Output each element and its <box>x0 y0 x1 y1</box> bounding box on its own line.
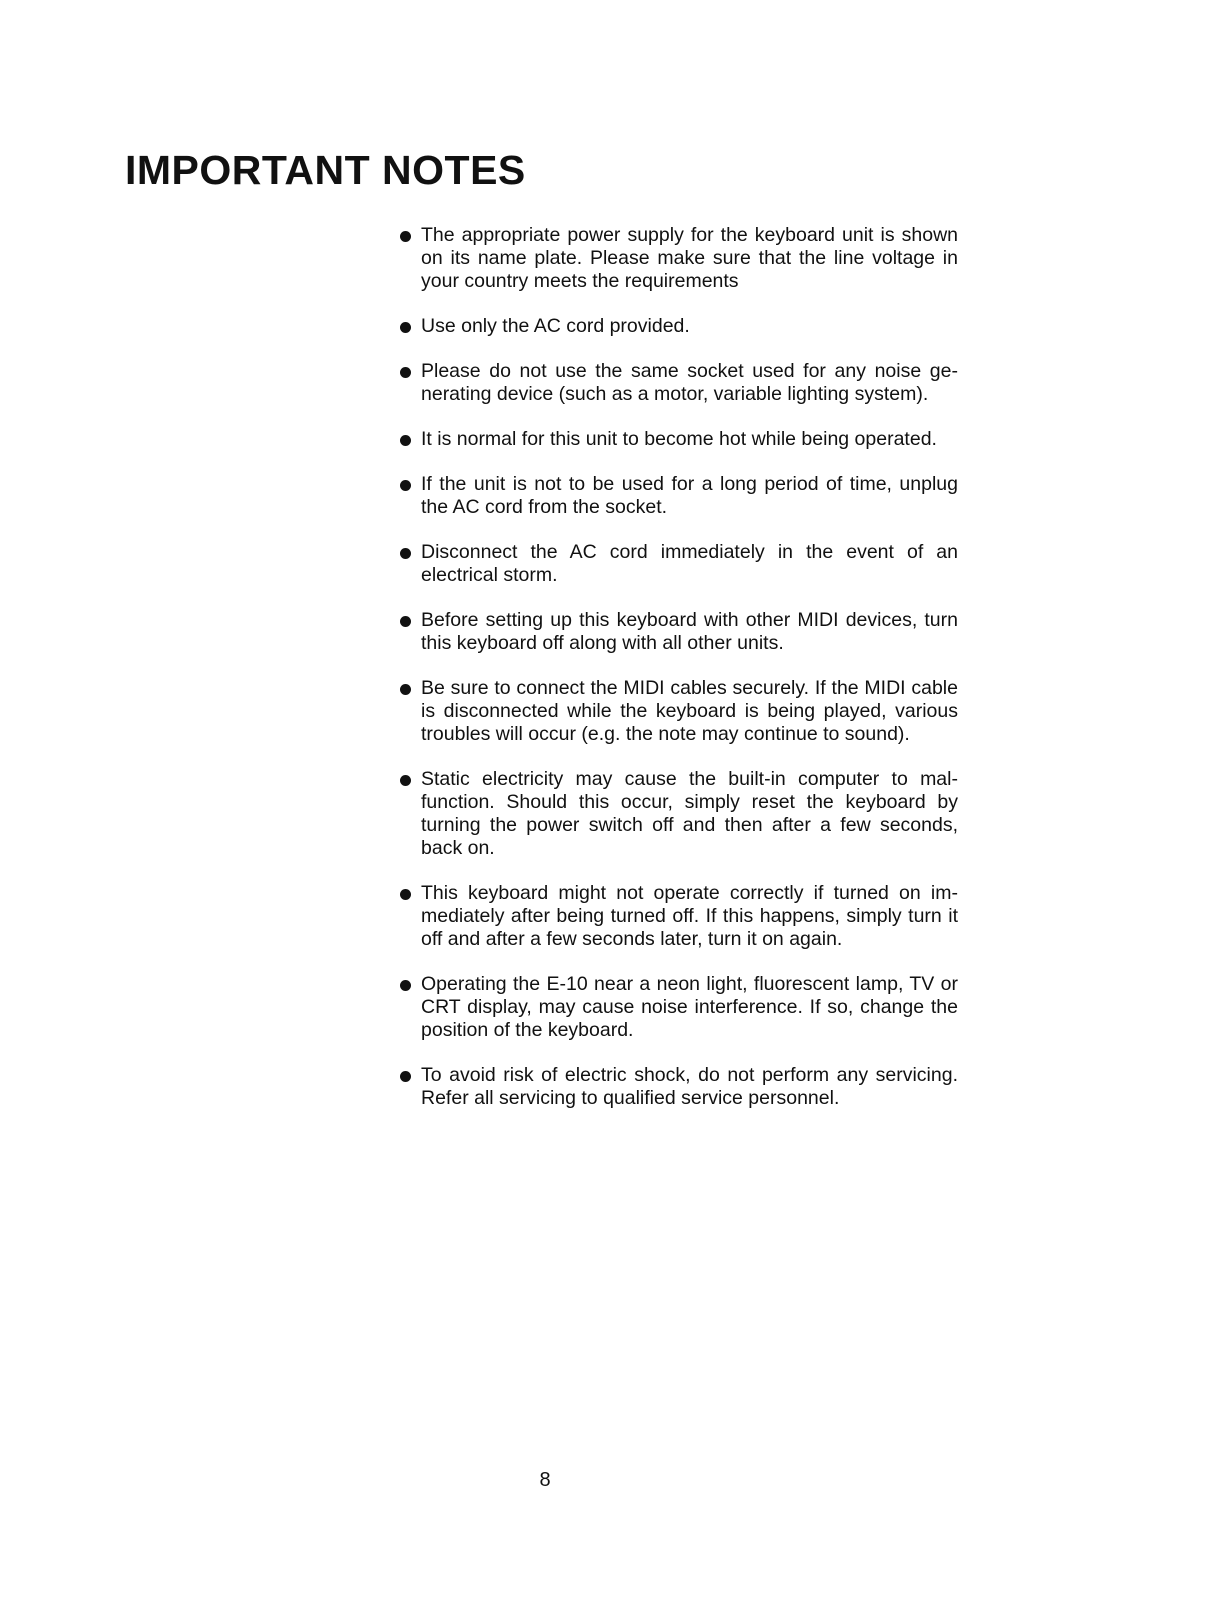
bullet-icon <box>400 367 411 378</box>
list-item <box>398 541 958 587</box>
bullet-icon <box>400 548 411 559</box>
bullet-icon <box>400 775 411 786</box>
bullet-icon <box>400 684 411 695</box>
note-text: Static electricity may cause the built-in computer to malfunction. Should this occur, simply reset the keyboard by turning the power switch off and then after a few seconds, back on. <box>421 768 958 859</box>
list-item <box>398 360 958 406</box>
bullet-icon <box>400 1071 411 1082</box>
bullet-icon <box>400 231 411 242</box>
list-item <box>398 973 958 1042</box>
page-number: 8 <box>539 1469 551 1491</box>
list-item <box>398 609 958 655</box>
bullet-icon <box>400 435 411 446</box>
list-item <box>398 1064 958 1110</box>
important-notes-list <box>398 224 958 1132</box>
note-text: The appropriate power supply for the keyboard unit is shown on its name plate. Please make sure that the line voltage in your country meets the requirements <box>421 224 958 292</box>
list-item <box>398 224 958 293</box>
note-text: Use only the AC cord provided. <box>421 315 690 337</box>
bullet-icon <box>400 980 411 991</box>
note-text: It is normal for this unit to become hot while being operated. <box>421 428 937 450</box>
bullet-icon <box>400 889 411 900</box>
list-item <box>398 473 958 519</box>
list-item <box>398 315 958 338</box>
note-text: To avoid risk of electric shock, do not perform any servicing. Refer all servicing to qualified service personnel. <box>421 1064 958 1109</box>
note-text: If the unit is not to be used for a long period of time, unplug the AC cord from the socket. <box>421 473 958 518</box>
bullet-icon <box>400 322 411 333</box>
page-title: IMPORTANT NOTES <box>125 147 526 193</box>
list-item <box>398 768 958 860</box>
list-item <box>398 882 958 951</box>
note-text: Operating the E-10 near a neon light, fluorescent lamp, TV or CRT display, may cause noise interference. If so, change the position of the keyboard. <box>421 973 958 1041</box>
bullet-icon <box>400 480 411 491</box>
note-text: This keyboard might not operate correctly if turned on immediately after being turned off. If this happens, simply turn it off and after a few seconds later, turn it on again. <box>421 882 958 950</box>
note-text: Please do not use the same socket used for any noise generating device (such as a motor, variable lighting system). <box>421 360 958 405</box>
note-text: Before setting up this keyboard with other MIDI devices, turn this keyboard off along with all other units. <box>421 609 958 654</box>
bullet-icon <box>400 616 411 627</box>
note-text: Be sure to connect the MIDI cables securely. If the MIDI cable is disconnected while the keyboard is being played, various troubles will occur (e.g. the note may continue to sound). <box>421 677 958 745</box>
list-item <box>398 428 958 451</box>
note-text: Disconnect the AC cord immediately in the event of an electrical storm. <box>421 541 958 586</box>
list-item <box>398 677 958 746</box>
